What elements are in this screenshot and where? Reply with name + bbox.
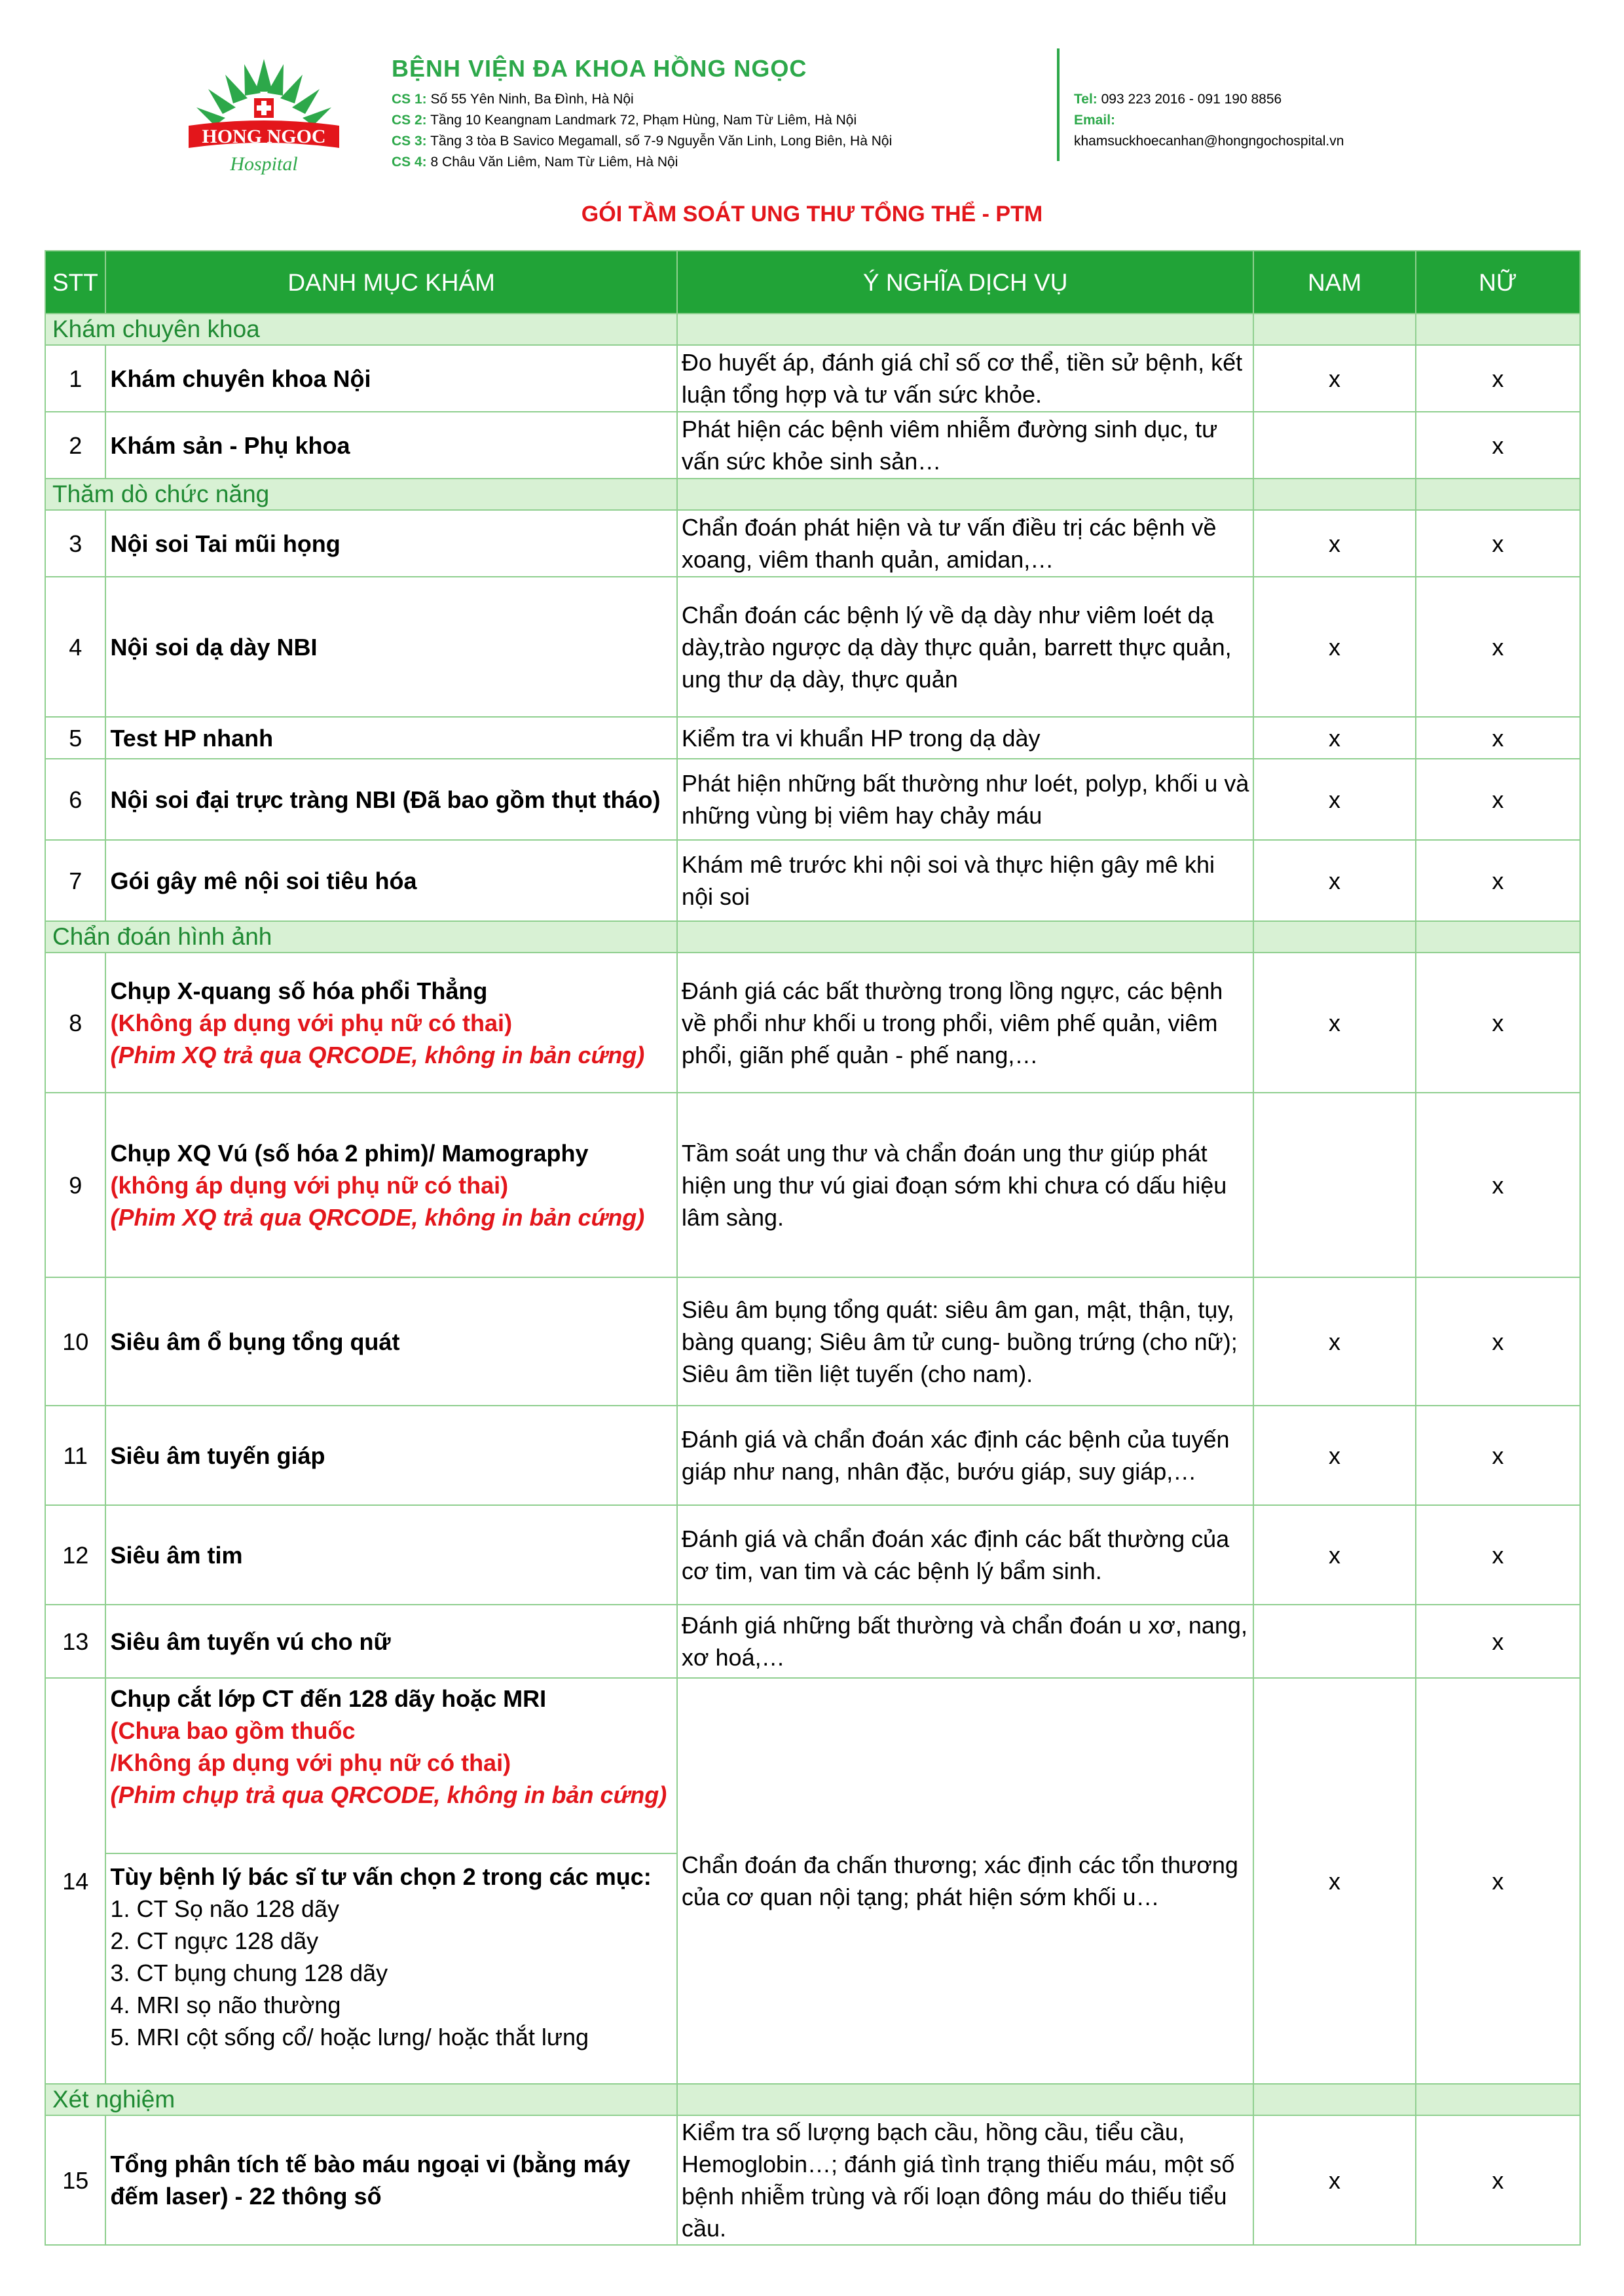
campus-list [392, 89, 892, 173]
row-stt: 11 [45, 1406, 105, 1505]
row-meaning: Phát hiện các bệnh viêm nhiễm đường sinh dục, tư vấn sức khỏe sinh sản… [677, 412, 1254, 479]
female-mark: x [1416, 1406, 1580, 1505]
row-meaning: Tầm soát ung thư và chẩn đoán ung thư giúp phát hiện ung thư vú giai đoạn sớm khi chưa có dấu hiệu lâm sàng. [677, 1093, 1254, 1277]
row-name-cell [105, 1678, 676, 2084]
campus-line [392, 152, 892, 173]
table-row [45, 1678, 1580, 2084]
table-row [45, 1605, 1580, 1678]
male-mark: x [1253, 759, 1415, 840]
row-name: Siêu âm ổ bụng tổng quát [105, 1277, 676, 1406]
section-label: Xét nghiệm [45, 2084, 677, 2115]
row-name: Nội soi Tai mũi họng [105, 510, 676, 577]
row-name: Tổng phân tích tế bào máu ngoại vi (bằng máy đếm laser) - 22 thông số [105, 2115, 676, 2245]
male-mark: x [1253, 510, 1415, 577]
female-mark: x [1416, 1093, 1580, 1277]
hospital-name: BỆNH VIỆN ĐA KHOA HỒNG NGỌC [392, 55, 807, 82]
section-cell [1416, 479, 1580, 510]
row-meaning: Chẩn đoán phát hiện và tư vấn điều trị các bệnh về xoang, viêm thanh quản, amidan,… [677, 510, 1254, 577]
campus-label: CS 4: [392, 155, 427, 170]
row-note: (Chưa bao gồm thuốc [110, 1717, 356, 1744]
row-name: Khám chuyên khoa Nội [105, 345, 676, 412]
choice-item: 2. CT ngực 128 dãy [110, 1927, 319, 1954]
row-meaning: Đánh giá những bất thường và chẩn đoán u xơ, nang, xơ hoá,… [677, 1605, 1254, 1678]
row-meaning: Siêu âm bụng tổng quát: siêu âm gan, mật, thận, tụy, bàng quang; Siêu âm tử cung- buồng trứng (cho nữ); Siêu âm tiền liệt tuyến (cho nam). [677, 1277, 1254, 1406]
row-meaning: Chẩn đoán các bệnh lý về dạ dày như viêm loét dạ dày,trào ngược dạ dày thực quản, barrett thực quản, ung thư dạ dày, thực quản [677, 577, 1254, 717]
document-title: GÓI TẦM SOÁT UNG THƯ TỔNG THỂ - PTM [581, 202, 1043, 227]
male-mark: x [1253, 1277, 1415, 1406]
row-stt: 15 [45, 2115, 105, 2245]
choice-item: 4. MRI sọ não thường [110, 1992, 341, 2018]
female-mark: x [1416, 759, 1580, 840]
row-note: (Phim chụp trả qua QRCODE, không in bản cứng) [110, 1781, 667, 1808]
row-meaning: Đánh giá và chẩn đoán xác định các bất thường của cơ tim, van tim và các bệnh lý bẩm sinh. [677, 1505, 1254, 1605]
section-cell [1253, 314, 1415, 345]
row-stt: 5 [45, 717, 105, 759]
male-mark: x [1253, 1505, 1415, 1605]
campus-address: Tầng 10 Keangnam Landmark 72, Phạm Hùng, Nam Từ Liêm, Hà Nội [430, 113, 857, 128]
female-mark: x [1416, 840, 1580, 921]
section-cell [677, 2084, 1254, 2115]
row-stt: 8 [45, 953, 105, 1093]
choice-item: 1. CT Sọ não 128 dãy [110, 1895, 340, 1922]
row-name: Test HP nhanh [105, 717, 676, 759]
table-row [45, 953, 1580, 1093]
section-label: Chẩn đoán hình ảnh [45, 921, 677, 953]
male-mark: x [1253, 1406, 1415, 1505]
female-mark: x [1416, 577, 1580, 717]
row-name: Siêu âm tim [105, 1505, 676, 1605]
row-name: Chụp cắt lớp CT đến 128 dãy hoặc MRI [110, 1685, 547, 1712]
section-cell [1416, 2084, 1580, 2115]
campus-label: CS 2: [392, 113, 427, 128]
service-table [45, 250, 1581, 2246]
choice-block [106, 1854, 676, 2057]
female-mark: x [1416, 1277, 1580, 1406]
section-label: Thăm dò chức năng [45, 479, 677, 510]
campus-address: Số 55 Yên Ninh, Ba Đình, Hà Nội [430, 92, 634, 107]
row-stt: 13 [45, 1605, 105, 1678]
col-header-male: NAM [1253, 251, 1415, 314]
female-mark: x [1416, 345, 1580, 412]
choice-item: 3. CT bụng chung 128 dãy [110, 1959, 388, 1986]
row-name: Gói gây mê nội soi tiêu hóa [105, 840, 676, 921]
section-cell [677, 479, 1254, 510]
tel-label: Tel: [1074, 92, 1098, 107]
row-note: /Không áp dụng với phụ nữ có thai) [110, 1749, 511, 1776]
row-stt: 14 [45, 1678, 105, 2084]
col-header-meaning: Ý NGHĨA DỊCH VỤ [677, 251, 1254, 314]
section-cell [1253, 921, 1415, 953]
table-header-row [45, 251, 1580, 314]
row-meaning: Đánh giá và chẩn đoán xác định các bệnh của tuyến giáp như nang, nhân đặc, bướu giáp, suy giáp,… [677, 1406, 1254, 1505]
female-mark: x [1416, 953, 1580, 1093]
logo-text: HONG NGOC [202, 126, 326, 147]
table-row [45, 759, 1580, 840]
section-cell [677, 314, 1254, 345]
section-cell [1253, 2084, 1415, 2115]
row-note: (không áp dụng với phụ nữ có thai) [110, 1171, 509, 1199]
section-cell [1416, 314, 1580, 345]
table-row [45, 2115, 1580, 2245]
table-row [45, 1406, 1580, 1505]
female-mark: x [1416, 412, 1580, 479]
section-cell [1416, 921, 1580, 953]
female-mark: x [1416, 717, 1580, 759]
imaging-block [106, 1679, 676, 1854]
row-name: Khám sản - Phụ khoa [105, 412, 676, 479]
section-row [45, 314, 1580, 345]
row-name: Siêu âm tuyến giáp [105, 1406, 676, 1505]
section-row [45, 2084, 1580, 2115]
male-mark: x [1253, 840, 1415, 921]
col-header-stt: STT [45, 251, 105, 314]
male-mark: x [1253, 2115, 1415, 2245]
campus-address: 8 Châu Văn Liêm, Nam Từ Liêm, Hà Nội [430, 155, 678, 170]
male-mark: x [1253, 953, 1415, 1093]
female-mark: x [1416, 1678, 1580, 2084]
table-row [45, 717, 1580, 759]
col-header-female: NỮ [1416, 251, 1580, 314]
email-line[interactable] [1074, 131, 1344, 152]
row-name: Siêu âm tuyến vú cho nữ [105, 1605, 676, 1678]
hospital-logo [182, 52, 346, 177]
phone-line [1074, 89, 1344, 110]
section-label: Khám chuyên khoa [45, 314, 677, 345]
row-meaning: Kiểm tra vi khuẩn HP trong dạ dày [677, 717, 1254, 759]
female-mark: x [1416, 510, 1580, 577]
row-meaning: Chẩn đoán đa chấn thương; xác định các tổn thương của cơ quan nội tạng; phát hiện sớm khối u… [677, 1678, 1254, 2084]
tel-value: 093 223 2016 - 091 190 8856 [1101, 92, 1282, 107]
row-name: Nội soi dạ dày NBI [105, 577, 676, 717]
email-value[interactable]: khamsuckhoecanhan@hongngochospital.vn [1074, 134, 1344, 149]
row-stt: 6 [45, 759, 105, 840]
choice-title: Tùy bệnh lý bác sĩ tư vấn chọn 2 trong các mục: [110, 1863, 652, 1890]
row-note: (Phim XQ trả qua QRCODE, không in bản cứng) [110, 1203, 645, 1231]
male-mark [1253, 412, 1415, 479]
table-row [45, 510, 1580, 577]
choice-item: 5. MRI cột sống cổ/ hoặc lưng/ hoặc thắt lưng [110, 2024, 589, 2050]
row-stt: 10 [45, 1277, 105, 1406]
table-row [45, 1505, 1580, 1605]
table-row [45, 412, 1580, 479]
col-header-category: DANH MỤC KHÁM [105, 251, 676, 314]
row-note: (Không áp dụng với phụ nữ có thai) [110, 1009, 513, 1036]
male-mark [1253, 1605, 1415, 1678]
row-name: Chụp X-quang số hóa phổi Thẳng [110, 977, 488, 1004]
row-stt: 9 [45, 1093, 105, 1277]
row-name: Nội soi đại trực tràng NBI (Đã bao gồm thụt tháo) [105, 759, 676, 840]
row-meaning: Khám mê trước khi nội soi và thực hiện gây mê khi nội soi [677, 840, 1254, 921]
row-stt: 3 [45, 510, 105, 577]
row-name: Chụp XQ Vú (số hóa 2 phim)/ Mamography [110, 1139, 589, 1167]
logo-subtext: Hospital [230, 153, 298, 175]
section-cell [1253, 479, 1415, 510]
table-row [45, 1093, 1580, 1277]
section-cell [677, 921, 1254, 953]
female-mark: x [1416, 1605, 1580, 1678]
campus-line [392, 110, 892, 131]
row-stt: 2 [45, 412, 105, 479]
section-row [45, 921, 1580, 953]
section-row [45, 479, 1580, 510]
campus-label: CS 1: [392, 92, 427, 107]
campus-label: CS 3: [392, 134, 427, 149]
campus-address: Tầng 3 tòa B Savico Megamall, số 7-9 Nguyễn Văn Linh, Long Biên, Hà Nội [430, 134, 893, 149]
row-stt: 4 [45, 577, 105, 717]
row-meaning: Đo huyết áp, đánh giá chỉ số cơ thể, tiền sử bệnh, kết luận tổng hợp và tư vấn sức khỏe. [677, 345, 1254, 412]
table-row [45, 345, 1580, 412]
male-mark: x [1253, 1678, 1415, 2084]
table-row [45, 577, 1580, 717]
male-mark: x [1253, 345, 1415, 412]
male-mark: x [1253, 577, 1415, 717]
female-mark: x [1416, 1505, 1580, 1605]
female-mark: x [1416, 2115, 1580, 2245]
row-note: (Phim XQ trả qua QRCODE, không in bản cứng) [110, 1041, 645, 1068]
row-name-cell [105, 953, 676, 1093]
row-stt: 7 [45, 840, 105, 921]
email-label-line [1074, 110, 1344, 131]
male-mark: x [1253, 717, 1415, 759]
table-row [45, 1277, 1580, 1406]
row-meaning: Phát hiện những bất thường như loét, polyp, khối u và những vùng bị viêm hay chảy máu [677, 759, 1254, 840]
row-meaning: Kiểm tra số lượng bạch cầu, hồng cầu, tiểu cầu, Hemoglobin…; đánh giá tình trạng thiếu máu, một số bệnh nhiễm trùng và rối loạn đông máu do thiếu tiểu cầu. [677, 2115, 1254, 2245]
row-meaning: Đánh giá các bất thường trong lồng ngực, các bệnh về phổi như khối u trong phổi, viêm phế quản, viêm phổi, giãn phế quản - phế nang,… [677, 953, 1254, 1093]
male-mark [1253, 1093, 1415, 1277]
row-stt: 12 [45, 1505, 105, 1605]
header-divider [1057, 48, 1060, 161]
row-name-cell [105, 1093, 676, 1277]
contact-info [1074, 89, 1344, 152]
row-stt: 1 [45, 345, 105, 412]
campus-line [392, 89, 892, 110]
campus-line [392, 131, 892, 152]
table-row [45, 840, 1580, 921]
email-label: Email: [1074, 113, 1116, 128]
